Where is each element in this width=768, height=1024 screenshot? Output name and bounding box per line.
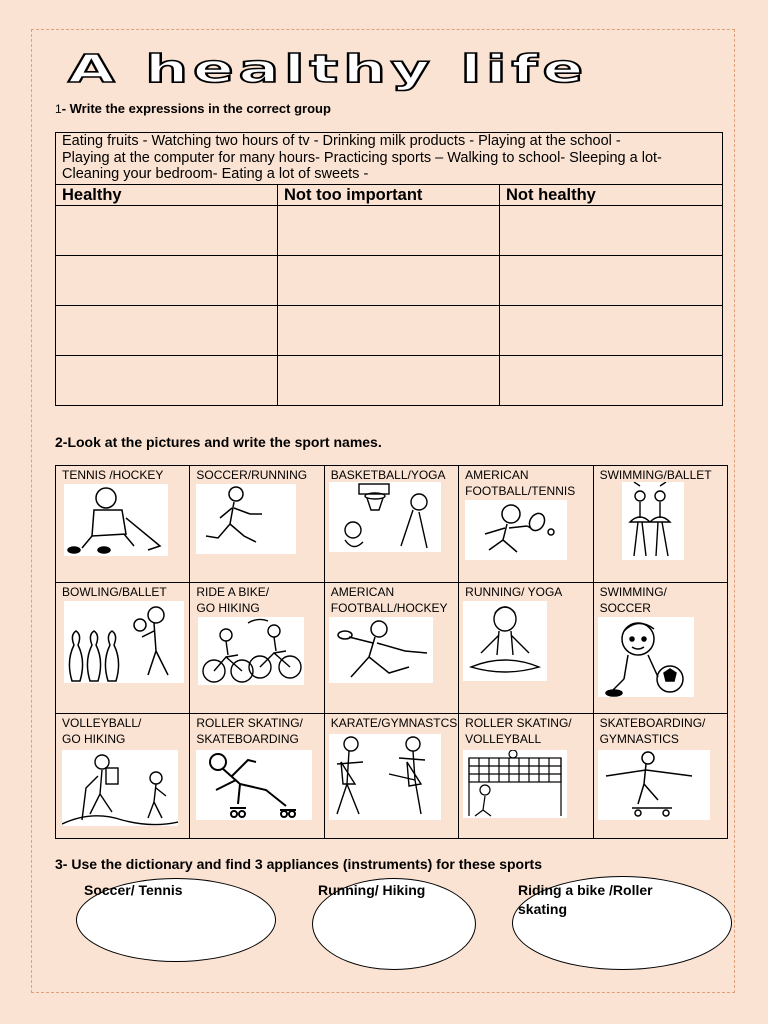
- hikers-icon: [62, 750, 178, 826]
- tennis-player-icon: [465, 500, 567, 560]
- sport-label: TENNIS /HOCKEY: [62, 468, 164, 482]
- sport-label: SOCCER/RUNNING: [196, 468, 308, 482]
- section1-instruction: [55, 101, 331, 116]
- sport-cell: [56, 714, 190, 839]
- basketball-kids-icon: [329, 482, 441, 552]
- answer-cell[interactable]: [278, 356, 500, 406]
- word-bank-line: Eating fruits - Watching two hours of tv - Drinking milk products - Playing at the school -: [62, 133, 621, 149]
- header-healthy: Healthy: [56, 185, 278, 206]
- sport-cell: [459, 466, 593, 583]
- sport-label: BOWLING/BALLET: [62, 585, 167, 599]
- title-text: A healthy life: [68, 47, 588, 91]
- hockey-player-icon: [64, 484, 168, 556]
- sport-cell: [593, 714, 727, 839]
- sport-label: BASKETBALL/YOGA: [330, 468, 446, 482]
- answer-cell[interactable]: [56, 206, 278, 256]
- answer-cell[interactable]: [56, 256, 278, 306]
- sport-cell: [190, 466, 324, 583]
- roller-skater-icon: [196, 750, 312, 820]
- sport-cell: [459, 583, 593, 714]
- section3-instruction: 3- Use the dictionary and find 3 appliances (instruments) for these sports: [55, 856, 542, 872]
- sport-cell: [56, 466, 190, 583]
- answer-cell[interactable]: [500, 256, 723, 306]
- section1-instruction-text: - Write the expressions in the correct group: [61, 101, 331, 116]
- cyclists-icon: [198, 617, 304, 685]
- answer-cell[interactable]: [278, 256, 500, 306]
- sport-group-soccer-tennis: Soccer/ Tennis: [84, 882, 183, 898]
- sport-cell: [459, 714, 593, 839]
- answer-cell[interactable]: [278, 306, 500, 356]
- sport-cell: [324, 466, 458, 583]
- karate-icon: [329, 734, 441, 820]
- word-bank-line: Playing at the computer for many hours- Practicing sports – Walking to school- Sleeping a lot-: [62, 149, 662, 166]
- sport-label: ROLLER SKATING/ SKATEBOARDING: [196, 716, 303, 746]
- sorting-table: [55, 132, 723, 406]
- sport-label: RUNNING/ YOGA: [465, 585, 563, 599]
- yoga-girl-icon: [463, 601, 547, 681]
- sport-cell: [56, 583, 190, 714]
- header-not-too-important: Not too important: [278, 185, 500, 206]
- soccer-boy-icon: [598, 617, 694, 697]
- sport-cell: [324, 714, 458, 839]
- skateboarder-icon: [598, 750, 710, 820]
- sports-picture-table: [55, 465, 728, 839]
- sport-group-running-hiking: Running/ Hiking: [318, 882, 426, 898]
- answer-cell[interactable]: [56, 356, 278, 406]
- sport-label: VOLLEYBALL/ GO HIKING: [62, 716, 142, 746]
- sport-label: SWIMMING/BALLET: [599, 468, 712, 482]
- sport-cell: [190, 714, 324, 839]
- answer-cell[interactable]: [500, 206, 723, 256]
- sport-label: KARATE/GYMNASTCS: [330, 716, 458, 730]
- word-bank: [56, 133, 723, 185]
- answer-cell[interactable]: [500, 306, 723, 356]
- sport-cell: [324, 583, 458, 714]
- sport-group-bike-skating: Riding a bike /Roller skating: [518, 882, 653, 917]
- football-player-icon: [329, 617, 433, 683]
- sport-cell: [593, 583, 727, 714]
- volleyball-net-icon: [463, 750, 567, 818]
- answer-cell[interactable]: [56, 306, 278, 356]
- sport-label: RIDE A BIKE/ GO HIKING: [196, 585, 270, 615]
- section2-instruction: 2-Look at the pictures and write the sport names.: [55, 434, 382, 450]
- sport-label: SKATEBOARDING/ GYMNASTICS: [599, 716, 706, 746]
- header-not-healthy: Not healthy: [500, 185, 723, 206]
- sport-label: AMERICAN FOOTBALL/HOCKEY: [330, 585, 448, 615]
- sport-label: SWIMMING/ SOCCER: [599, 585, 667, 615]
- word-bank-line: Cleaning your bedroom- Eating a lot of sweets -: [62, 166, 369, 182]
- ballet-dancers-icon: [622, 482, 684, 560]
- sport-cell: [190, 583, 324, 714]
- answer-cell[interactable]: [278, 206, 500, 256]
- sport-label: ROLLER SKATING/ VOLLEYBALL: [465, 716, 572, 746]
- section1-number: 1: [55, 102, 62, 116]
- runner-icon: [196, 484, 296, 554]
- sport-cell: [593, 466, 727, 583]
- answer-cell[interactable]: [500, 356, 723, 406]
- page-title: [62, 46, 602, 94]
- sport-label: AMERICAN FOOTBALL/TENNIS: [465, 468, 576, 498]
- bowling-icon: [64, 601, 184, 683]
